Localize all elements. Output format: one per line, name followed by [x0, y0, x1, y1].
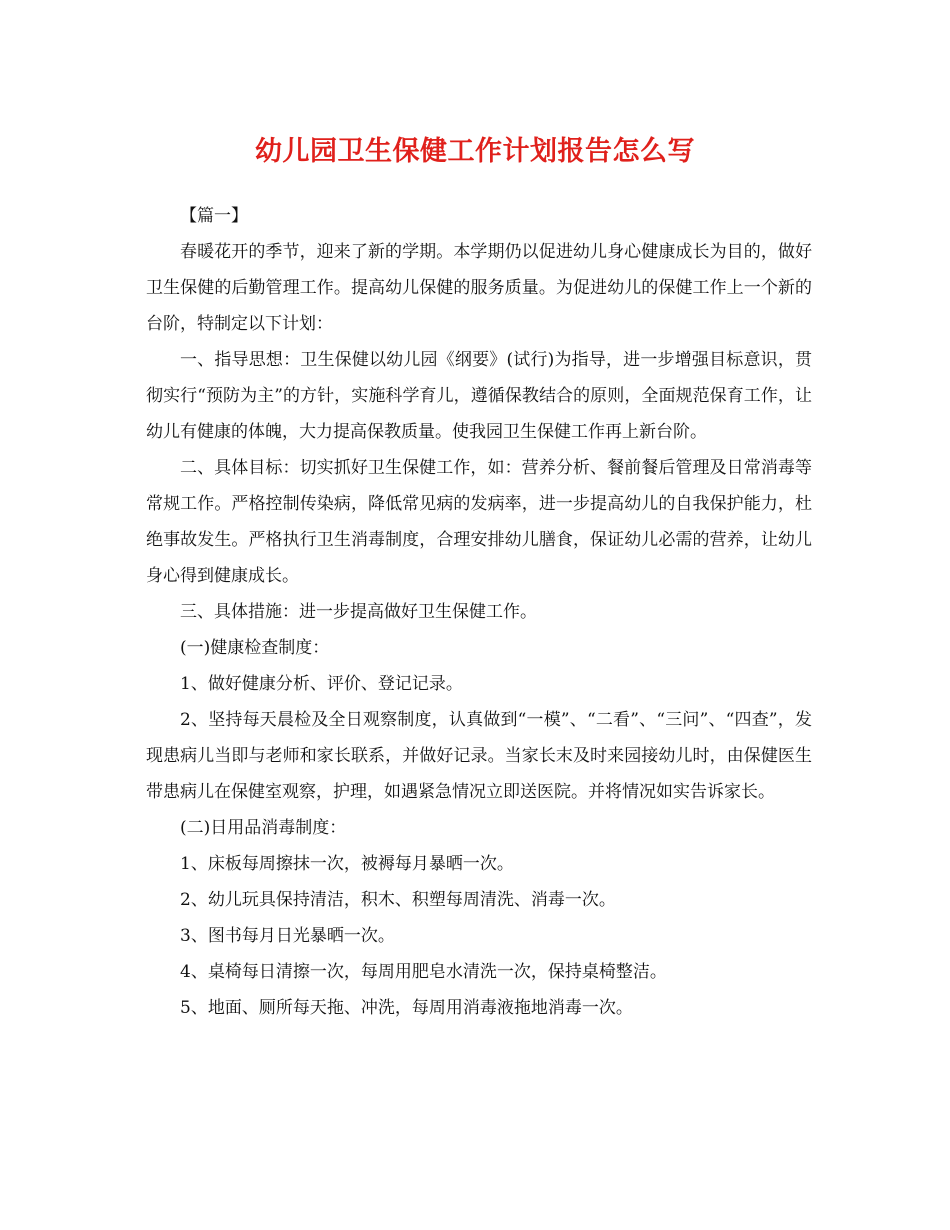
- measures-paragraph: 三、具体措施：进一步提高做好卫生保健工作。: [180, 602, 537, 622]
- health-check-heading: (一)健康检查制度：: [180, 638, 330, 658]
- section-heading: 【篇一】: [180, 206, 248, 226]
- list-item: 1、床板每周擦抹一次，被褥每月暴晒一次。: [180, 854, 514, 874]
- list-item: 4、桌椅每日清擦一次，每周用肥皂水清洗一次，保持桌椅整洁。: [180, 962, 667, 982]
- list-item: 3、图书每月日光暴晒一次。: [180, 926, 395, 946]
- list-item: 2、坚持每天晨检及全日观察制度，认真做到“一模”、“二看”、“三问”、“四查”，发现患病儿当即与老师和家长联系，并做好记录。当家长末及时来园接幼儿时，由保健医生带患病儿在保健室观察，护理，如遇紧急情况立即送医院。并将情况如实告诉家长。: [146, 710, 812, 802]
- list-item: 1、做好健康分析、评价、登记记录。: [180, 674, 463, 694]
- document-title: 幼儿园卫生保健工作计划报告怎么写: [255, 136, 695, 167]
- guiding-idea-paragraph: 一、指导思想：卫生保健以幼儿园《纲要》(试行)为指导，进一步增强目标意识，贯彻实行“预防为主”的方针，实施科学育儿，遵循保教结合的原则，全面规范保育工作，让幼儿有健康的体魄，大力提高保教质量。使我园卫生保健工作再上新台阶。: [146, 350, 812, 442]
- list-item: 2、幼儿玩具保持清洁，积木、积塑每周清洗、消毒一次。: [180, 890, 616, 910]
- intro-paragraph: 春暖花开的季节，迎来了新的学期。本学期仍以促进幼儿身心健康成长为目的，做好卫生保健的后勤管理工作。提高幼儿保健的服务质量。为促进幼儿的保健工作上一个新的台阶，特制定以下计划：: [146, 242, 812, 334]
- goal-paragraph: 二、具体目标：切实抓好卫生保健工作，如：营养分析、餐前餐后管理及日常消毒等常规工作。严格控制传染病，降低常见病的发病率，进一步提高幼儿的自我保护能力，杜绝事故发生。严格执行卫生消毒制度，合理安排幼儿膳食，保证幼儿必需的营养，让幼儿身心得到健康成长。: [146, 458, 812, 586]
- list-item: 5、地面、厕所每天拖、冲洗，每周用消毒液拖地消毒一次。: [180, 998, 633, 1018]
- disinfection-heading: (二)日用品消毒制度：: [180, 818, 347, 838]
- document-body: [146, 198, 812, 1026]
